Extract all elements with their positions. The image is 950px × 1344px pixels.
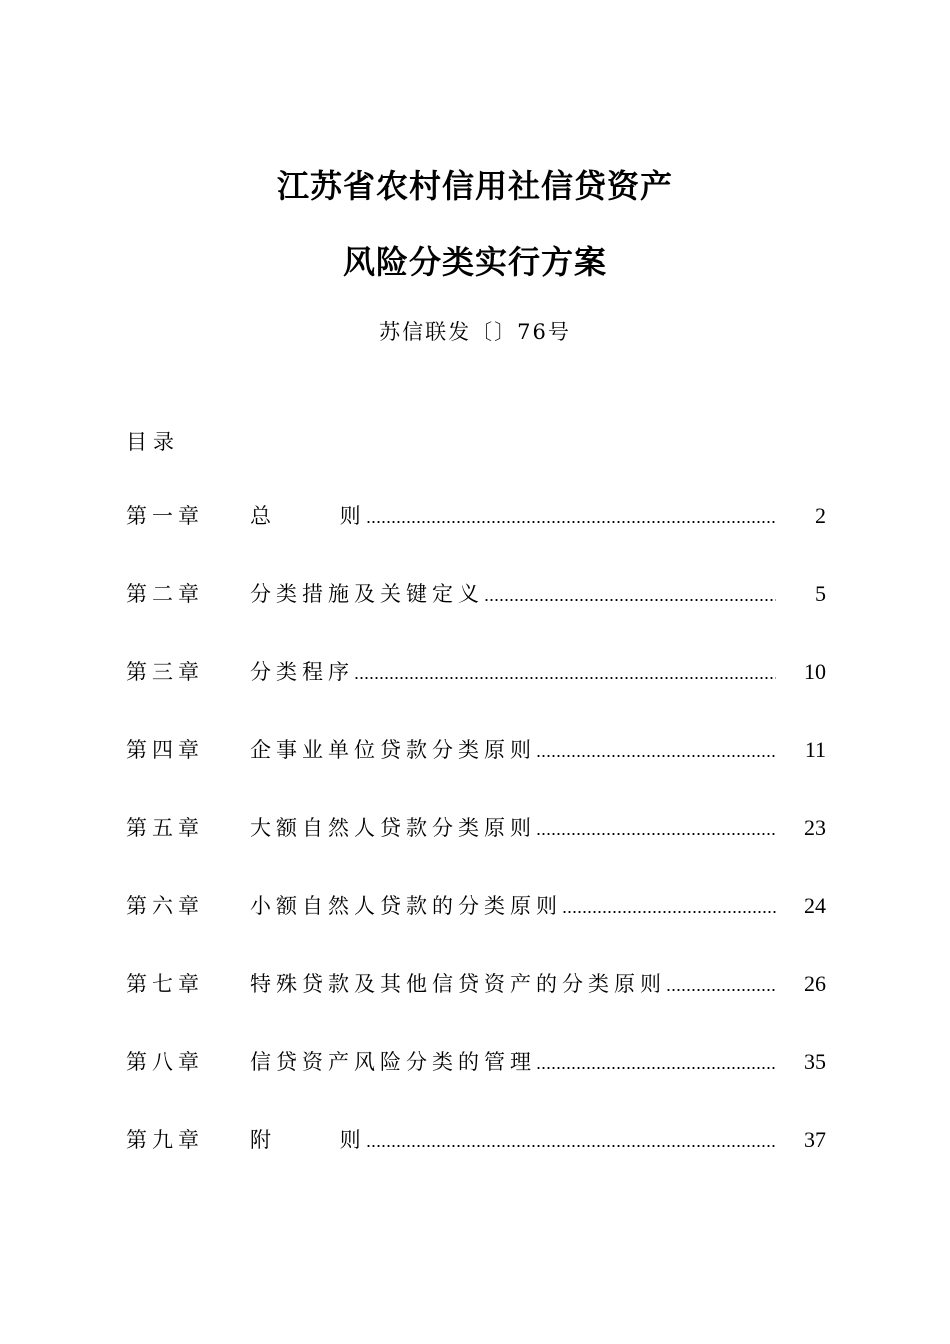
toc-heading: 目录 xyxy=(126,430,180,454)
toc-chapter-title: 总 则 xyxy=(250,504,366,528)
toc-chapter-number: 第四章 xyxy=(126,738,204,762)
toc-entry[interactable] xyxy=(126,1126,826,1204)
toc-page-number: 26 xyxy=(804,971,826,996)
toc-page-number: 23 xyxy=(804,815,826,840)
toc-entry[interactable] xyxy=(126,970,826,1048)
toc-entry[interactable] xyxy=(126,502,826,580)
toc-chapter-title: 分类措施及关键定义 xyxy=(250,582,484,606)
toc-chapter-number: 第二章 xyxy=(126,582,204,606)
toc-chapter-title: 附 则 xyxy=(250,1128,366,1152)
toc-entry[interactable] xyxy=(126,814,826,892)
toc-page-number: 10 xyxy=(804,659,826,684)
toc-title-wrap xyxy=(250,970,776,998)
toc-chapter-number: 第八章 xyxy=(126,1050,204,1074)
toc-dot-leader xyxy=(536,753,776,759)
toc-dot-leader xyxy=(536,1065,776,1071)
toc-page-number: 11 xyxy=(804,737,826,762)
toc-dot-leader xyxy=(562,909,776,915)
toc-title-wrap xyxy=(250,736,776,764)
toc-chapter-title: 特殊贷款及其他信贷资产的分类原则 xyxy=(250,972,666,996)
document-title-line-1: 江苏省农村信用社信贷资产 xyxy=(276,167,673,205)
toc-dot-leader xyxy=(666,987,776,993)
toc-title-wrap xyxy=(250,658,776,686)
toc-chapter-number: 第九章 xyxy=(126,1128,204,1152)
toc-chapter-number: 第六章 xyxy=(126,894,204,918)
toc-title-wrap xyxy=(250,502,776,530)
toc-chapter-title: 分类程序 xyxy=(250,660,354,684)
toc-chapter-number: 第一章 xyxy=(126,504,204,528)
toc-chapter-title: 企事业单位贷款分类原则 xyxy=(250,738,536,762)
toc-dot-leader xyxy=(484,597,776,603)
toc-chapter-number: 第五章 xyxy=(126,816,204,840)
toc-dot-leader xyxy=(366,519,776,525)
toc-chapter-title: 大额自然人贷款分类原则 xyxy=(250,816,536,840)
toc-chapter-title: 信贷资产风险分类的管理 xyxy=(250,1050,536,1074)
toc-entry[interactable] xyxy=(126,736,826,814)
toc-entry[interactable] xyxy=(126,1048,826,1126)
toc-page-number: 37 xyxy=(804,1127,826,1152)
toc-dot-leader xyxy=(366,1143,776,1149)
toc-chapter-title: 小额自然人贷款的分类原则 xyxy=(250,894,562,918)
document-title-line-2: 风险分类实行方案 xyxy=(342,243,607,281)
toc-title-wrap xyxy=(250,1048,776,1076)
toc-entry[interactable] xyxy=(126,892,826,970)
toc-dot-leader xyxy=(536,831,776,837)
toc-entry[interactable] xyxy=(126,658,826,736)
toc-page-number: 5 xyxy=(815,581,826,606)
toc-entry[interactable] xyxy=(126,580,826,658)
toc-title-wrap xyxy=(250,580,776,608)
toc-page-number: 35 xyxy=(804,1049,826,1074)
toc-page-number: 2 xyxy=(815,503,826,528)
toc-chapter-number: 第七章 xyxy=(126,972,204,996)
toc-title-wrap xyxy=(250,1126,776,1154)
document-number: 苏信联发〔〕76号 xyxy=(379,320,571,344)
table-of-contents xyxy=(126,502,826,1204)
toc-chapter-number: 第三章 xyxy=(126,660,204,684)
toc-page-number: 24 xyxy=(804,893,826,918)
toc-dot-leader xyxy=(354,675,776,681)
toc-title-wrap xyxy=(250,814,776,842)
toc-title-wrap xyxy=(250,892,776,920)
